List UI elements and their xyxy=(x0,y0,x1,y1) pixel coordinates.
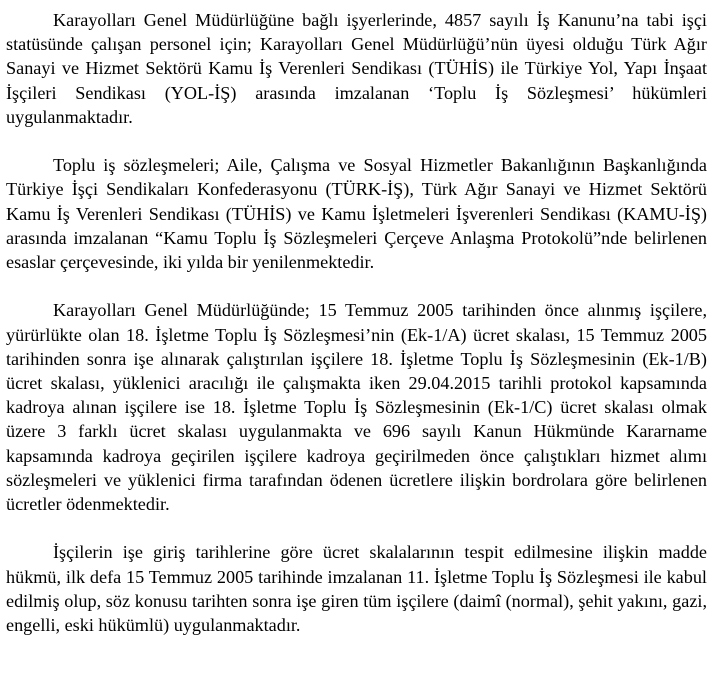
paragraph-4: İşçilerin işe giriş tarihlerine göre ücret skalalarının tespit edilmesine ilişkin madde hükmü, ilk defa 15 Temmuz 2005 tarihinde imzalanan 11. İşletme Toplu İş Sözleşmesi ile kabul edilmiş olup, söz konusu tarihten sonra işe giren tüm işçilere (daimî (normal), şehit yakını, gazi, engelli, eski hükümlü) uygulanmaktadır. xyxy=(6,542,707,636)
paragraph-3: Karayolları Genel Müdürlüğünde; 15 Temmuz 2005 tarihinden önce alınmış işçilere, yürürlükte olan 18. İşletme Toplu İş Sözleşmesi’nin (Ek-1/A) ücret skalası, 15 Temmuz 2005 tarihinden sonra işe alınarak çalıştırılan işçilere 18. İşletme Toplu İş Sözleşmesinin (Ek-1/B) ücret skalası, yüklenici aracılığı ile çalışmakta iken 29.04.2015 tarihli protokol kapsamında kadroya alınan işçilere ise 18. İşletme Toplu İş Sözleşmesinin (Ek-1/C) ücret skalası olmak üzere 3 farklı ücret skalası uygulanmakta ve 696 sayılı Kanun Hükmünde Kararname kapsamında kadroya geçirilen işçilere kadroya geçirilmeden önce çalıştıkları hizmet alımı sözleşmeleri ve yüklenici firma tarafından ödenen ücretlere ilişkin bordrolara göre belirlenen ücretler ödenmektedir. xyxy=(6,300,707,515)
paragraph-1: Karayolları Genel Müdürlüğüne bağlı işyerlerinde, 4857 sayılı İş Kanunu’na tabi işçi statüsünde çalışan personel için; Karayolları Genel Müdürlüğü’nün üyesi olduğu Türk Ağır Sanayi ve Hizmet Sektörü Kamu İş Verenleri Sendikası (TÜHİS) ile Türkiye Yol, Yapı İnşaat İşçileri Sendikası (YOL-İŞ) arasında imzalanan ‘Toplu İş Sözleşmesi’ hükümleri uygulanmaktadır. xyxy=(6,10,707,127)
document-page xyxy=(6,8,707,637)
paragraph-2: Toplu iş sözleşmeleri; Aile, Çalışma ve Sosyal Hizmetler Bakanlığının Başkanlığında Türkiye İşçi Sendikaları Konfederasyonu (TÜRK-İŞ), Türk Ağır Sanayi ve Hizmet Sektörü Kamu İş Verenleri Sendikası (TÜHİS) ve Kamu İşletmeleri İşverenleri Sendikası (KAMU-İŞ) arasında imzalanan “Kamu Toplu İş Sözleşmeleri Çerçeve Anlaşma Protokolü”nde belirlenen esaslar çerçevesinde, iki yılda bir yenilenmektedir. xyxy=(6,155,707,273)
